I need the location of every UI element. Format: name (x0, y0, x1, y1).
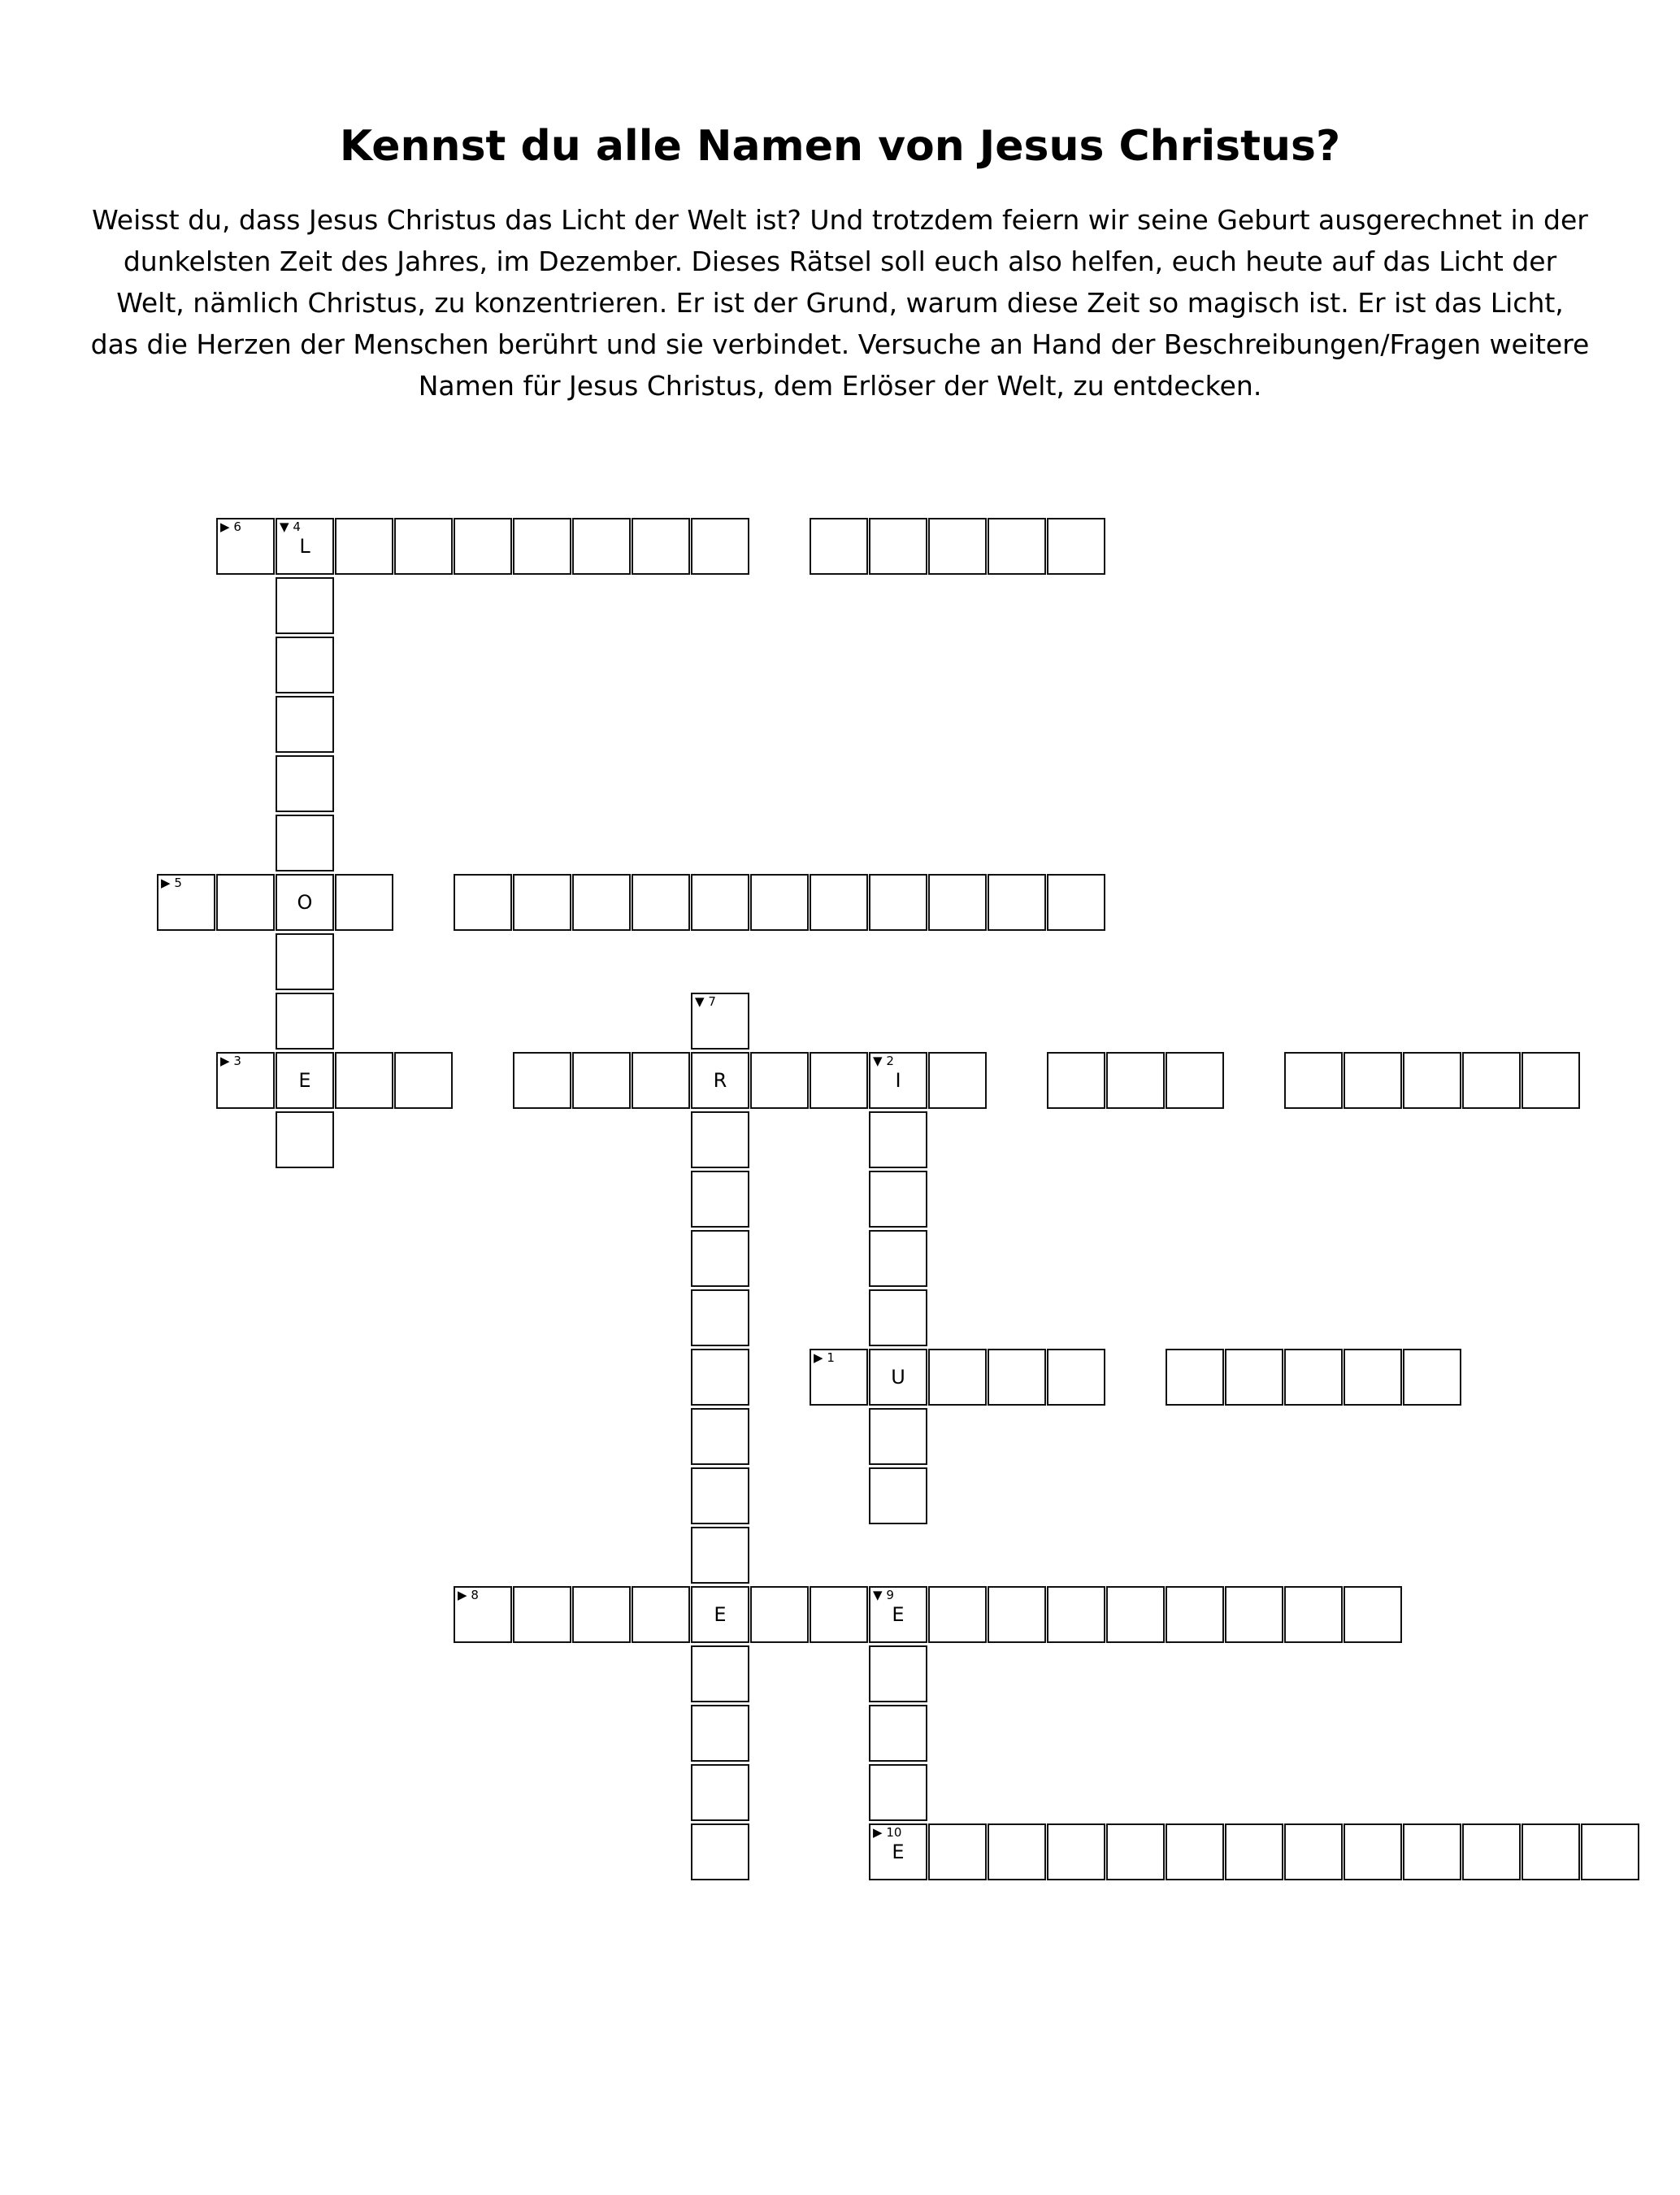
crossword-cell[interactable] (928, 1586, 987, 1643)
crossword-cell[interactable] (1047, 1586, 1105, 1643)
crossword-cell[interactable] (750, 1052, 809, 1109)
clue-number (220, 520, 241, 533)
crossword-cell[interactable] (276, 518, 334, 575)
crossword-cell[interactable] (1403, 1349, 1461, 1406)
crossword-cell[interactable] (691, 1408, 749, 1465)
crossword-cell[interactable] (691, 1349, 749, 1406)
crossword-cell[interactable] (394, 518, 453, 575)
clue-number-text: 5 (170, 876, 182, 890)
crossword-cell[interactable] (691, 993, 749, 1050)
crossword-cell[interactable] (691, 1764, 749, 1821)
crossword-cell[interactable] (1462, 1052, 1521, 1109)
arrow-right-icon: ▶ (220, 1054, 230, 1068)
crossword-cell[interactable] (454, 518, 512, 575)
clue-number-text: 6 (229, 519, 241, 534)
crossword-cell[interactable] (988, 1586, 1046, 1643)
given-letter: E (714, 1603, 727, 1626)
crossword-cell[interactable] (572, 518, 631, 575)
crossword-cell[interactable] (572, 1052, 631, 1109)
crossword-cell[interactable] (988, 1823, 1046, 1880)
crossword-cell[interactable] (988, 874, 1046, 931)
arrow-right-icon: ▶ (873, 1825, 883, 1840)
crossword-cell[interactable] (1047, 874, 1105, 931)
crossword-cell[interactable] (691, 1527, 749, 1584)
crossword-cell[interactable] (276, 696, 334, 753)
clue-number-text: 2 (882, 1054, 894, 1068)
crossword-cell[interactable] (869, 1823, 927, 1880)
clue-number-text: 4 (289, 519, 301, 534)
crossword-cell[interactable] (988, 1349, 1046, 1406)
crossword-cell[interactable] (335, 1052, 393, 1109)
crossword-cell[interactable] (928, 518, 987, 575)
arrow-down-icon: ▼ (280, 519, 289, 534)
crossword-cell[interactable] (1344, 1052, 1402, 1109)
clue-number (220, 1054, 241, 1067)
crossword-cell[interactable] (691, 1586, 749, 1643)
crossword-cell[interactable] (1225, 1823, 1283, 1880)
crossword-cell[interactable] (869, 1171, 927, 1228)
crossword-cell[interactable] (1344, 1586, 1402, 1643)
crossword-cell[interactable] (1462, 1823, 1521, 1880)
crossword-cell[interactable] (632, 1052, 690, 1109)
crossword-cell[interactable] (1166, 1052, 1224, 1109)
page-title: Kennst du alle Namen von Jesus Christus? (339, 122, 1341, 171)
clue-number-text: 1 (823, 1350, 835, 1365)
arrow-down-icon: ▼ (873, 1588, 883, 1602)
crossword-cell[interactable] (810, 1349, 868, 1406)
clue-number (695, 995, 716, 1008)
crossword-cell[interactable] (335, 874, 393, 931)
crossword-cell[interactable] (750, 874, 809, 931)
crossword-cell[interactable] (928, 1052, 987, 1109)
given-letter: U (891, 1366, 905, 1389)
crossword-cell[interactable] (1047, 1349, 1105, 1406)
given-letter: O (297, 891, 313, 914)
crossword-cell[interactable] (691, 1230, 749, 1287)
crossword-cell[interactable] (1047, 1052, 1105, 1109)
crossword-cell[interactable] (216, 874, 275, 931)
crossword-cell[interactable] (216, 1052, 275, 1109)
crossword-cell[interactable] (1106, 1052, 1165, 1109)
crossword-cell[interactable] (988, 518, 1046, 575)
arrow-down-icon: ▼ (873, 1054, 883, 1068)
crossword-cell[interactable] (691, 1823, 749, 1880)
crossword-cell[interactable] (1106, 1586, 1165, 1643)
arrow-down-icon: ▼ (695, 994, 705, 1009)
crossword-cell[interactable] (276, 815, 334, 871)
crossword-cell[interactable] (691, 1289, 749, 1346)
crossword-cell[interactable] (691, 1111, 749, 1168)
crossword-cell[interactable] (1284, 1823, 1343, 1880)
crossword-cell[interactable] (454, 1586, 512, 1643)
given-letter: E (892, 1603, 905, 1626)
clue-number-text: 10 (882, 1825, 902, 1840)
crossword-cell[interactable] (1106, 1823, 1165, 1880)
crossword-cell[interactable] (1284, 1349, 1343, 1406)
crossword-cell[interactable] (1522, 1823, 1580, 1880)
clue-number-text: 3 (229, 1054, 241, 1068)
crossword-cell[interactable] (928, 874, 987, 931)
crossword-cell[interactable] (1344, 1349, 1402, 1406)
crossword-cell[interactable] (276, 1111, 334, 1168)
given-letter: E (298, 1069, 311, 1092)
crossword-cell[interactable] (216, 518, 275, 575)
crossword-cell[interactable] (1225, 1349, 1283, 1406)
intro-paragraph: Weisst du, dass Jesus Christus das Licht der Welt ist? Und trotzdem feiern wir seine Geburt ausgerechnet in der dunkelsten Zeit des Jahres, im Dezember. Dieses Rätsel soll euch also helfen, euch heute auf das Licht der Welt, nämlich Christus, zu konzentrieren. Er ist der Grund, warum diese Zeit so magisch ist. Er ist das Licht, das die Herzen der Menschen berührt und sie verbindet. Versuche an Hand der Beschreibungen/Fragen weitere Namen für Jesus Christus, dem Erlöser der Welt, zu entdecken. (90, 204, 1590, 402)
clue-number-text: 7 (704, 994, 716, 1009)
crossword-cell[interactable] (810, 1586, 868, 1643)
crossword-cell[interactable] (869, 1111, 927, 1168)
crossword-cell[interactable] (869, 1586, 927, 1643)
crossword-cell[interactable] (276, 874, 334, 931)
crossword-cell[interactable] (869, 1052, 927, 1109)
crossword-cell[interactable] (869, 1645, 927, 1702)
clue-number (873, 1589, 894, 1602)
clue-number-text: 9 (882, 1588, 894, 1602)
crossword-cell[interactable] (810, 518, 868, 575)
crossword-cell[interactable] (1403, 1052, 1461, 1109)
clue-number (814, 1351, 835, 1364)
crossword-cell[interactable] (1166, 1823, 1224, 1880)
crossword-cell[interactable] (335, 518, 393, 575)
crossword-cell[interactable] (691, 1052, 749, 1109)
crossword-cell[interactable] (869, 1705, 927, 1762)
crossword-cell[interactable] (691, 1645, 749, 1702)
clue-number (161, 876, 182, 889)
crossword-cell[interactable] (869, 1230, 927, 1287)
crossword-cell[interactable] (1522, 1052, 1580, 1109)
crossword-cell[interactable] (276, 993, 334, 1050)
given-letter: L (299, 535, 310, 558)
crossword-cell[interactable] (869, 1467, 927, 1524)
crossword-cell[interactable] (572, 874, 631, 931)
crossword-cell[interactable] (1344, 1823, 1402, 1880)
crossword-cell[interactable] (691, 1705, 749, 1762)
crossword-cell[interactable] (691, 1171, 749, 1228)
crossword-cell[interactable] (394, 1052, 453, 1109)
clue-number-text: 8 (467, 1588, 479, 1602)
given-letter: E (892, 1841, 905, 1863)
crossword-cell[interactable] (750, 1586, 809, 1643)
crossword-cell[interactable] (691, 1467, 749, 1524)
crossword-cell[interactable] (276, 933, 334, 990)
given-letter: I (895, 1069, 901, 1092)
crossword-cell[interactable] (691, 874, 749, 931)
crossword-cell[interactable] (276, 755, 334, 812)
crossword-cell[interactable] (869, 518, 927, 575)
crossword-cell[interactable] (157, 874, 215, 931)
crossword-cell[interactable] (691, 518, 749, 575)
crossword-cell[interactable] (513, 874, 571, 931)
crossword-cell[interactable] (1166, 1586, 1224, 1643)
crossword-cell[interactable] (1166, 1349, 1224, 1406)
crossword-cell[interactable] (810, 1052, 868, 1109)
crossword-cell[interactable] (572, 1586, 631, 1643)
crossword-cell[interactable] (869, 874, 927, 931)
crossword-cell[interactable] (869, 1764, 927, 1821)
crossword-cell[interactable] (632, 1586, 690, 1643)
crossword-cell[interactable] (1047, 518, 1105, 575)
crossword-cell[interactable] (869, 1289, 927, 1346)
arrow-right-icon: ▶ (458, 1588, 467, 1602)
clue-number (458, 1589, 479, 1602)
crossword-cell[interactable] (869, 1408, 927, 1465)
crossword-cell[interactable] (1403, 1823, 1461, 1880)
crossword-cell[interactable] (513, 1586, 571, 1643)
crossword-cell[interactable] (276, 1052, 334, 1109)
arrow-right-icon: ▶ (814, 1350, 823, 1365)
crossword-cell[interactable] (1047, 1823, 1105, 1880)
crossword-cell[interactable] (1581, 1823, 1639, 1880)
crossword-cell[interactable] (928, 1349, 987, 1406)
crossword-cell[interactable] (632, 518, 690, 575)
crossword-cell[interactable] (1284, 1586, 1343, 1643)
given-letter: R (713, 1069, 727, 1092)
crossword-cell[interactable] (1225, 1586, 1283, 1643)
crossword-cell[interactable] (454, 874, 512, 931)
crossword-cell[interactable] (276, 637, 334, 693)
crossword-cell[interactable] (928, 1823, 987, 1880)
crossword-cell[interactable] (869, 1349, 927, 1406)
crossword-cell[interactable] (513, 1052, 571, 1109)
crossword-cell[interactable] (276, 577, 334, 634)
crossword-cell[interactable] (632, 874, 690, 931)
crossword-cell[interactable] (513, 518, 571, 575)
arrow-right-icon: ▶ (220, 519, 230, 534)
crossword-cell[interactable] (810, 874, 868, 931)
crossword-cell[interactable] (1284, 1052, 1343, 1109)
arrow-right-icon: ▶ (161, 876, 171, 890)
